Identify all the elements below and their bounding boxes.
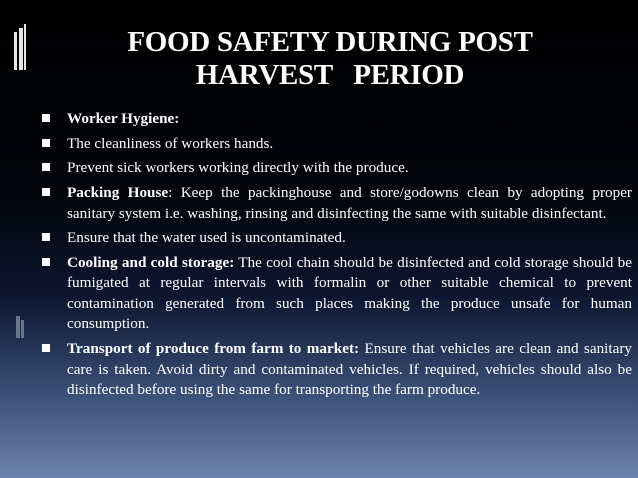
decorative-bar — [24, 24, 26, 70]
bullet-text: : Keep the packinghouse and store/godowns clean by adopting proper sanitary system i.e. washing, rinsing and disinfecting the same with suitable disinfectant. — [67, 184, 632, 222]
bullet-text: The cleanliness of workers hands. — [67, 134, 274, 152]
bullet-item-cleanliness — [40, 134, 632, 155]
bullet-item-cold-storage — [40, 253, 632, 335]
slide-title — [40, 26, 620, 92]
bullet-text: Ensure that vehicles are clean and sanitary care is taken. Avoid dirty and contaminated vehicles. If required, vehicles should also be disinfected before using the same for transporting the farm produce. — [67, 340, 632, 399]
bullet-item-worker-hygiene — [40, 109, 632, 130]
bullet-heading: Worker Hygiene: — [67, 110, 180, 127]
slide-title-line-2: HARVEST PERIOD — [195, 59, 465, 91]
bullet-text: Ensure that the water used is uncontaminated. — [67, 229, 346, 247]
bullet-text: The cool chain should be disinfected and cold storage should be fumigated at regular intervals with formalin or other suitable chemical to prevent contamination generated from such places making the produce unsafe for human consumption. — [67, 253, 632, 333]
bullet-item-water — [40, 228, 632, 249]
decorative-bar — [14, 32, 17, 70]
bullet-text: Prevent sick workers working directly with the produce. — [67, 159, 409, 177]
bullet-item-packing-house — [40, 183, 632, 224]
decorative-bar — [16, 316, 20, 338]
bullet-square-icon — [42, 163, 50, 171]
bullet-square-icon — [42, 258, 50, 266]
bullet-square-icon — [42, 139, 50, 147]
bullet-item-transport — [40, 339, 632, 401]
bullet-heading: Packing House — [67, 184, 169, 202]
bullet-heading: Transport of produce from farm to market: — [67, 340, 360, 358]
bullet-square-icon — [42, 344, 50, 352]
bullet-item-sick-workers — [40, 158, 632, 179]
decorative-bar — [19, 28, 23, 70]
bullet-list — [40, 109, 632, 405]
bullet-square-icon — [42, 114, 50, 122]
slide-title-line-1: FOOD SAFETY DURING POST — [127, 26, 533, 58]
bullet-square-icon — [42, 233, 50, 241]
decorative-bars — [14, 0, 26, 478]
bullet-square-icon — [42, 188, 50, 196]
decorative-bar — [21, 320, 24, 338]
bullet-heading: Cooling and cold storage: — [67, 253, 235, 271]
